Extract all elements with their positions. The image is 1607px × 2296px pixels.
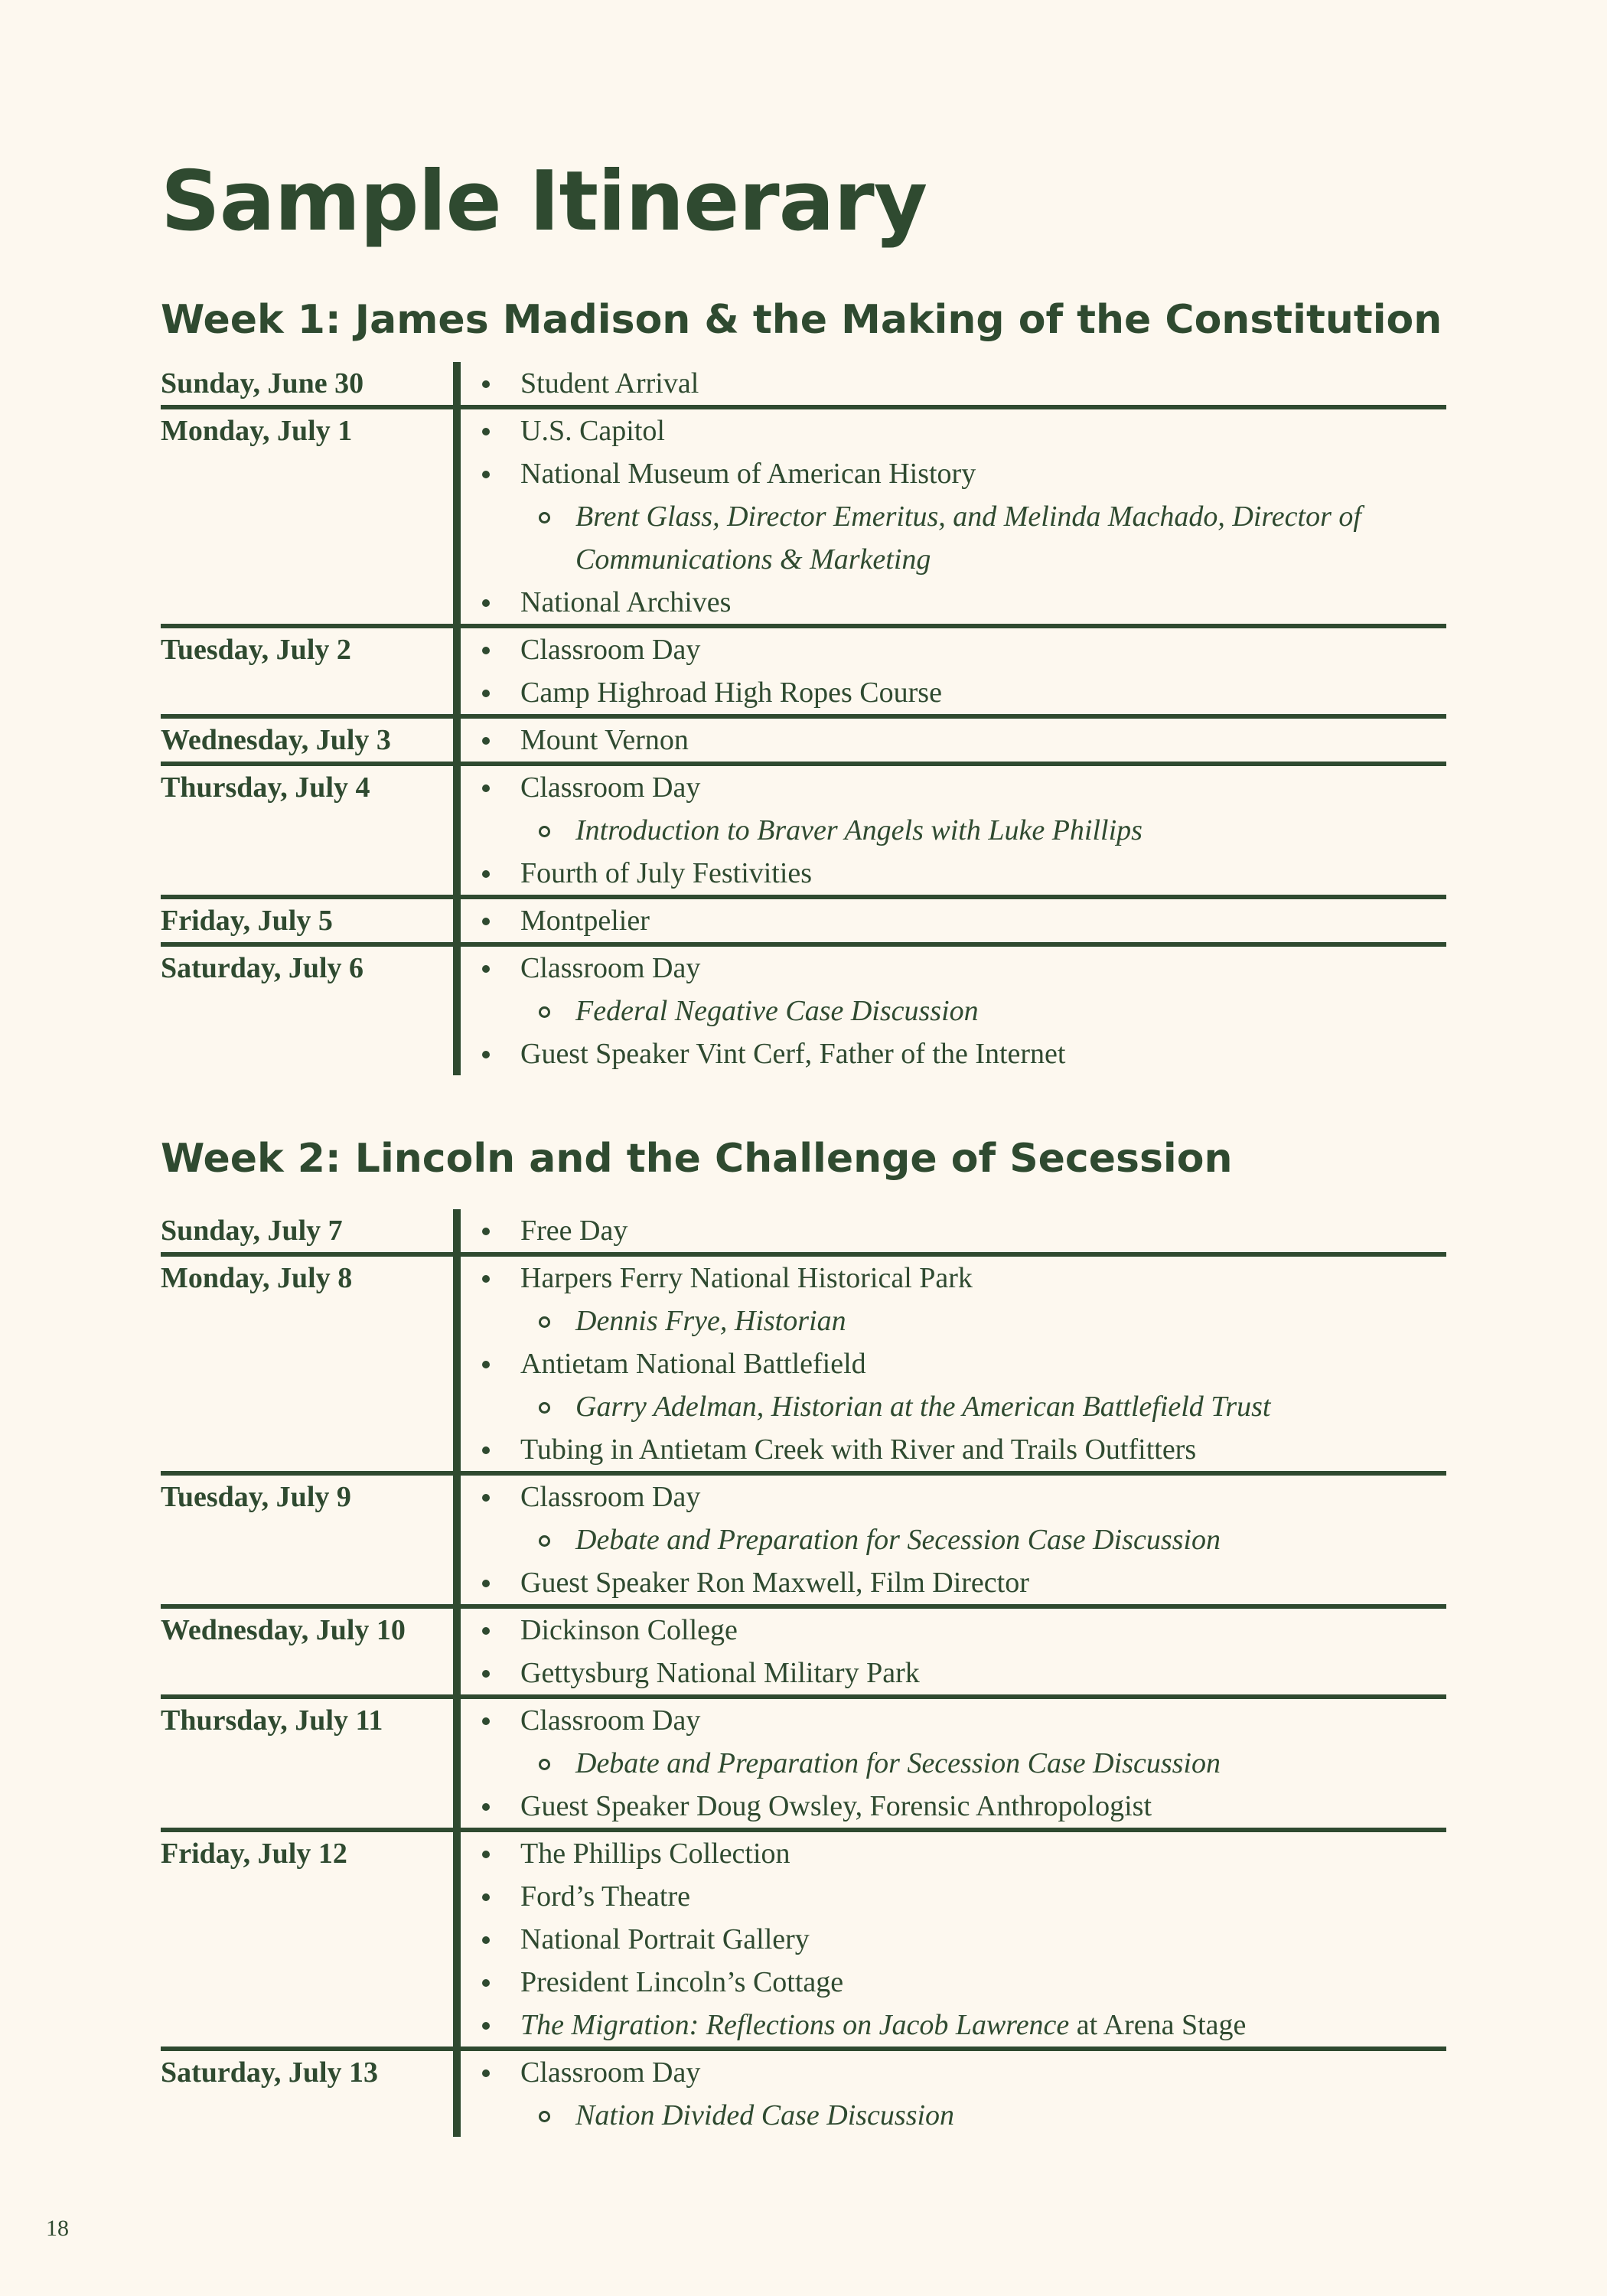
activity-subitem: Introduction to Braver Angels with Luke Phillips <box>468 809 1446 852</box>
activity-list <box>453 766 1446 895</box>
activity-text: Mount Vernon <box>520 724 689 756</box>
activity-text: at Arena Stage <box>1069 2009 1247 2041</box>
activity-item <box>468 362 1446 405</box>
activity-text: Harpers Ferry National Historical Park <box>520 1262 973 1294</box>
activity-item <box>468 947 1446 990</box>
activity-item <box>468 409 1446 452</box>
activity-item <box>468 1032 1446 1075</box>
activity-text: Classroom Day <box>520 1704 701 1737</box>
activity-subitem: Nation Divided Case Discussion <box>468 2094 1446 2137</box>
activity-text: Classroom Day <box>520 1481 701 1513</box>
activity-text: Antietam National Battlefield <box>520 1348 866 1380</box>
activity-subitem: Debate and Preparation for Secession Case Discussion <box>468 1518 1446 1561</box>
activity-text: Classroom Day <box>520 2056 701 2089</box>
activity-subitem: Federal Negative Case Discussion <box>468 990 1446 1032</box>
activity-item <box>468 899 1446 942</box>
day-label: Thursday, July 4 <box>161 771 370 804</box>
day-label: Monday, July 1 <box>161 415 353 447</box>
activity-item <box>468 1209 1446 1252</box>
activity-text: President Lincoln’s Cottage <box>520 1966 844 1998</box>
activity-text: Classroom Day <box>520 771 701 804</box>
activity-list <box>453 1257 1446 1471</box>
week-2-schedule <box>161 1209 1446 2137</box>
week-2-heading: Week 2: Lincoln and the Challenge of Secession <box>161 1136 1233 1182</box>
activity-list <box>453 899 1446 942</box>
day-label: Sunday, July 7 <box>161 1215 343 1247</box>
day-label: Saturday, July 13 <box>161 2056 379 2089</box>
activity-item <box>468 1832 1446 1875</box>
activity-item <box>468 1428 1446 1471</box>
day-label: Monday, July 8 <box>161 1262 353 1294</box>
day-row <box>161 1604 1446 1694</box>
activity-item <box>468 628 1446 671</box>
activity-list <box>453 628 1446 714</box>
activity-text: Dickinson College <box>520 1614 738 1646</box>
week-1-schedule <box>161 362 1446 1075</box>
activity-item <box>468 2004 1446 2047</box>
activity-subitem: Dennis Frye, Historian <box>468 1300 1446 1342</box>
activity-text: Tubing in Antietam Creek with River and Trails Outfitters <box>520 1433 1197 1466</box>
activity-text: Student Arrival <box>520 367 699 400</box>
activity-text: Camp Highroad High Ropes Course <box>520 677 942 709</box>
day-row <box>161 895 1446 942</box>
activity-list <box>453 1609 1446 1694</box>
week-1-heading: Week 1: James Madison & the Making of the Constitution <box>161 297 1442 343</box>
day-label: Friday, July 5 <box>161 905 333 937</box>
activity-text: Classroom Day <box>520 634 701 666</box>
activity-item <box>468 671 1446 714</box>
activity-list <box>453 1209 1446 1252</box>
activity-list <box>453 1476 1446 1604</box>
activity-list <box>453 1699 1446 1828</box>
day-label: Wednesday, July 10 <box>161 1614 406 1646</box>
day-row <box>161 1828 1446 2047</box>
activity-item <box>468 852 1446 895</box>
activity-item <box>468 1609 1446 1652</box>
day-row <box>161 762 1446 895</box>
day-label: Tuesday, July 2 <box>161 634 351 666</box>
activity-list <box>453 719 1446 762</box>
day-label: Saturday, July 6 <box>161 952 364 984</box>
activity-text: National Portrait Gallery <box>520 1923 810 1955</box>
activity-text: Classroom Day <box>520 952 701 984</box>
day-row <box>161 1252 1446 1471</box>
activity-text: Free Day <box>520 1215 628 1247</box>
activity-text: Ford’s Theatre <box>520 1880 690 1913</box>
activity-subitem: Brent Glass, Director Emeritus, and Melinda Machado, Director of Communications & Marketing <box>468 495 1446 581</box>
activity-item <box>468 1561 1446 1604</box>
day-row <box>161 942 1446 1075</box>
activity-text: Fourth of July Festivities <box>520 857 813 889</box>
day-label: Wednesday, July 3 <box>161 724 391 756</box>
activity-item <box>468 1699 1446 1742</box>
activity-item <box>468 581 1446 624</box>
day-row <box>161 714 1446 762</box>
activity-item <box>468 1476 1446 1518</box>
activity-list <box>453 409 1446 624</box>
page-number: 18 <box>46 2216 69 2241</box>
activity-text: The Phillips Collection <box>520 1838 790 1870</box>
day-row <box>161 624 1446 714</box>
day-label: Thursday, July 11 <box>161 1704 383 1737</box>
activity-subitem: Garry Adelman, Historian at the American Battlefield Trust <box>468 1385 1446 1428</box>
activity-text: Guest Speaker Ron Maxwell, Film Director <box>520 1567 1029 1599</box>
activity-text: Guest Speaker Vint Cerf, Father of the Internet <box>520 1038 1066 1070</box>
activity-list <box>453 362 1446 405</box>
activity-item <box>468 1918 1446 1961</box>
activity-subitem: Debate and Preparation for Secession Case Discussion <box>468 1742 1446 1785</box>
activity-item <box>468 1342 1446 1385</box>
activity-text: U.S. Capitol <box>520 415 665 447</box>
day-row <box>161 1694 1446 1828</box>
activity-text: Guest Speaker Doug Owsley, Forensic Anthropologist <box>520 1790 1152 1822</box>
activity-item <box>468 1785 1446 1828</box>
activity-item <box>468 452 1446 495</box>
page-title: Sample Itinerary <box>161 154 927 249</box>
day-row <box>161 405 1446 624</box>
day-label: Tuesday, July 9 <box>161 1481 351 1513</box>
activity-text: Montpelier <box>520 905 650 937</box>
activity-item <box>468 719 1446 762</box>
activity-text: National Archives <box>520 586 732 618</box>
activity-text: National Museum of American History <box>520 458 976 490</box>
activity-item <box>468 1652 1446 1694</box>
activity-list <box>453 1832 1446 2047</box>
activity-list <box>453 2051 1446 2137</box>
day-row <box>161 2047 1446 2137</box>
day-label: Sunday, June 30 <box>161 367 364 400</box>
day-label: Friday, July 12 <box>161 1838 347 1870</box>
activity-text: Gettysburg National Military Park <box>520 1657 920 1689</box>
activity-item <box>468 766 1446 809</box>
day-row <box>161 1471 1446 1604</box>
activity-title-italic: The Migration: Reflections on Jacob Lawrence <box>520 2009 1070 2041</box>
activity-item <box>468 1257 1446 1300</box>
activity-item <box>468 1961 1446 2004</box>
activity-item <box>468 1875 1446 1918</box>
day-row <box>161 362 1446 405</box>
day-row <box>161 1209 1446 1252</box>
activity-item <box>468 2051 1446 2094</box>
activity-list <box>453 947 1446 1075</box>
